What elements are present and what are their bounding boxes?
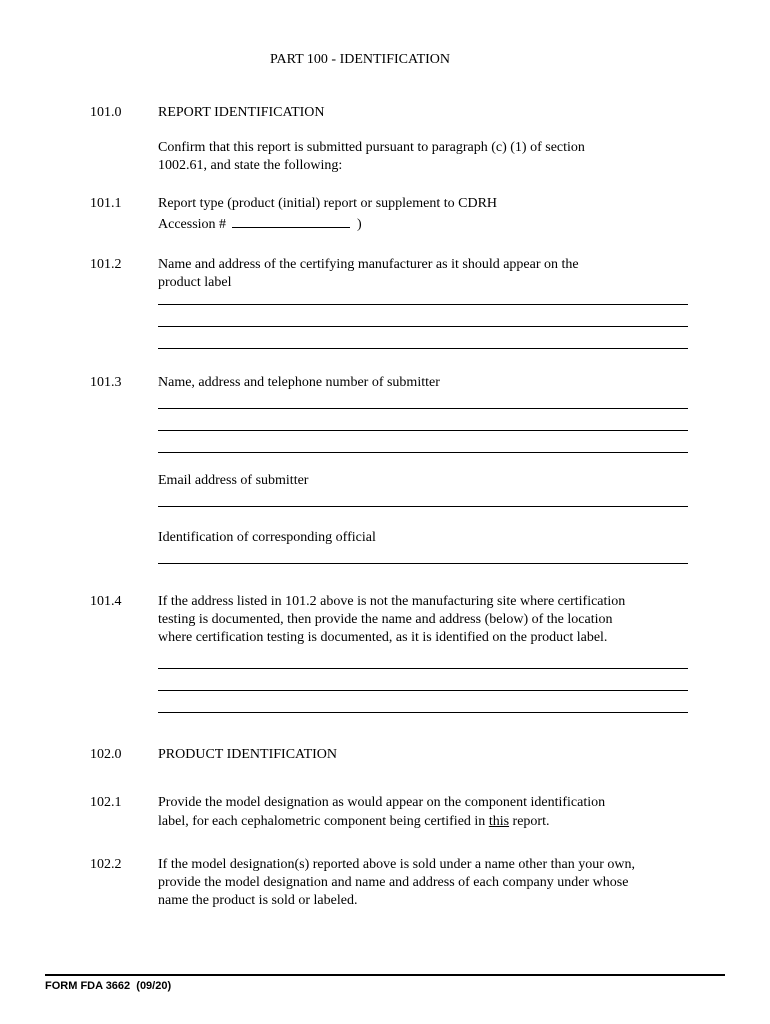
section-102-1-text-line-2-a: label, for each cephalometric component being certified in	[158, 814, 486, 829]
section-101-4-text-line-1: If the address listed in 101.2 above is not the manufacturing site where certification	[158, 594, 626, 609]
official-field-line[interactable]	[158, 563, 688, 564]
section-number-101-3: 101.3	[90, 375, 122, 390]
manufacturer-address-line-3[interactable]	[158, 348, 688, 349]
section-heading-product-identification: PRODUCT IDENTIFICATION	[158, 747, 338, 762]
testing-location-line-3[interactable]	[158, 712, 688, 713]
section-number-101-1: 101.1	[90, 196, 122, 211]
manufacturer-address-line-2[interactable]	[158, 326, 688, 327]
section-102-2-text-line-1: If the model designation(s) reported above is sold under a name other than your own,	[158, 857, 636, 872]
section-101-0-text-line-1: Confirm that this report is submitted pursuant to paragraph (c) (1) of section	[158, 140, 585, 155]
manufacturer-address-line-1[interactable]	[158, 304, 688, 305]
section-101-4-text-line-3: where certification testing is documented, as it is identified on the product label.	[158, 630, 608, 645]
section-102-1-text-line-1: Provide the model designation as would appear on the component identification	[158, 795, 606, 810]
accession-label: Accession #	[158, 217, 227, 232]
form-footer-id: FORM FDA 3662 (09/20)	[45, 980, 172, 992]
testing-location-line-1[interactable]	[158, 668, 688, 669]
section-102-1-underlined-word: this	[488, 814, 510, 829]
section-102-2-text-line-2: provide the model designation and name and address of each company under whose	[158, 875, 629, 890]
section-101-4-text-line-2: testing is documented, then provide the name and address (below) of the location	[158, 612, 613, 627]
submitter-info-line-1[interactable]	[158, 408, 688, 409]
section-101-0-text-line-2: 1002.61, and state the following:	[158, 158, 343, 173]
footer-rule	[45, 974, 725, 976]
section-heading-report-identification: REPORT IDENTIFICATION	[158, 105, 325, 120]
section-101-2-text-line-1: Name and address of the certifying manufacturer as it should appear on the	[158, 257, 579, 272]
section-number-101-4: 101.4	[90, 594, 122, 609]
testing-location-line-2[interactable]	[158, 690, 688, 691]
email-field-line[interactable]	[158, 506, 688, 507]
page-title: PART 100 - IDENTIFICATION	[270, 52, 450, 67]
section-101-1-text-line-1: Report type (product (initial) report or supplement to CDRH	[158, 196, 498, 211]
section-101-3-text-line-1: Name, address and telephone number of submitter	[158, 375, 440, 390]
submitter-info-line-2[interactable]	[158, 430, 688, 431]
submitter-info-line-3[interactable]	[158, 452, 688, 453]
section-102-2-text-line-3: name the product is sold or labeled.	[158, 893, 358, 908]
section-number-101-2: 101.2	[90, 257, 122, 272]
accession-close-paren: )	[357, 217, 362, 232]
section-number-102-0: 102.0	[90, 747, 122, 762]
email-label: Email address of submitter	[158, 473, 309, 488]
section-102-1-text-line-2-b: report.	[512, 814, 550, 829]
section-102-1-text-line-2	[158, 813, 549, 831]
section-number-102-2: 102.2	[90, 857, 122, 872]
accession-number-field[interactable]	[232, 213, 350, 228]
accession-row	[158, 213, 362, 234]
section-number-101-0: 101.0	[90, 105, 122, 120]
section-number-102-1: 102.1	[90, 795, 122, 810]
section-101-2-text-line-2: product label	[158, 275, 232, 290]
official-label: Identification of corresponding official	[158, 530, 376, 545]
